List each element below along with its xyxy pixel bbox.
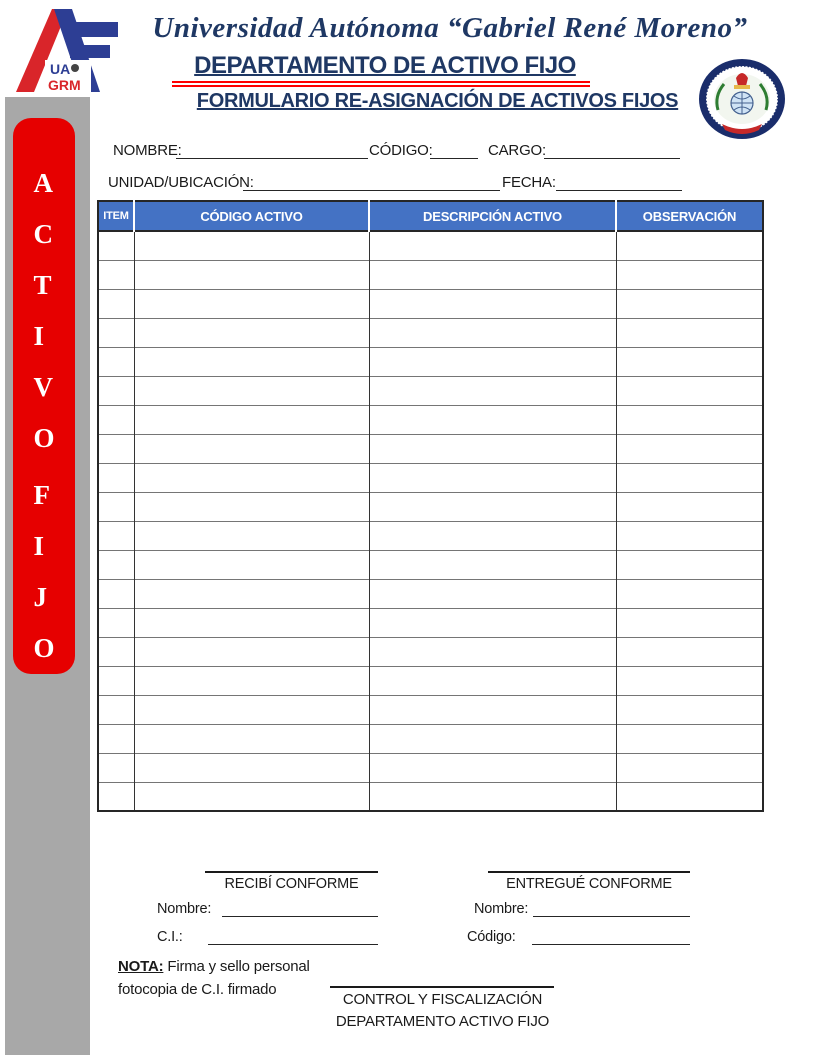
table-cell-item bbox=[98, 521, 134, 550]
table-cell-descripcion-activo bbox=[369, 637, 616, 666]
recibi-signature-line bbox=[205, 871, 378, 873]
nota-label: NOTA: bbox=[118, 958, 164, 975]
table-cell-item bbox=[98, 289, 134, 318]
table-cell-observacion bbox=[616, 724, 763, 753]
table-cell-observacion bbox=[616, 782, 763, 811]
logo-text-grm: GRM bbox=[48, 77, 81, 93]
banner-letter: I bbox=[33, 531, 44, 561]
banner-letter: O bbox=[33, 423, 55, 453]
table-row bbox=[98, 492, 763, 521]
table-cell-observacion bbox=[616, 521, 763, 550]
table-cell-codigo-activo bbox=[134, 666, 369, 695]
table-cell-item bbox=[98, 695, 134, 724]
table-row bbox=[98, 289, 763, 318]
table-cell-item bbox=[98, 637, 134, 666]
table-row bbox=[98, 724, 763, 753]
table-cell-descripcion-activo bbox=[369, 782, 616, 811]
table-row bbox=[98, 637, 763, 666]
recibi-ci-label: C.I.: bbox=[157, 929, 183, 945]
cargo-label: CARGO: bbox=[488, 142, 546, 159]
table-cell-descripcion-activo bbox=[369, 608, 616, 637]
table-cell-observacion bbox=[616, 405, 763, 434]
table-cell-item bbox=[98, 405, 134, 434]
table-cell-observacion bbox=[616, 637, 763, 666]
table-row bbox=[98, 347, 763, 376]
table-cell-item bbox=[98, 666, 134, 695]
nota-line2: fotocopia de C.I. firmado bbox=[118, 981, 277, 998]
table-row bbox=[98, 231, 763, 260]
entregue-signature-line bbox=[488, 871, 690, 873]
red-rule-top bbox=[172, 81, 590, 83]
table-cell-codigo-activo bbox=[134, 782, 369, 811]
table-cell-descripcion-activo bbox=[369, 347, 616, 376]
table-cell-item bbox=[98, 782, 134, 811]
table-cell-item bbox=[98, 231, 134, 260]
table-cell-observacion bbox=[616, 289, 763, 318]
table-cell-codigo-activo bbox=[134, 463, 369, 492]
table-cell-observacion bbox=[616, 608, 763, 637]
banner-letter: O bbox=[33, 633, 55, 663]
unidad-label: UNIDAD/UBICACIÓN: bbox=[108, 174, 254, 191]
table-row bbox=[98, 318, 763, 347]
table-row bbox=[98, 434, 763, 463]
table-cell-codigo-activo bbox=[134, 260, 369, 289]
column-header-codigo-activo: CÓDIGO ACTIVO bbox=[134, 201, 369, 231]
logo-text-ua: UA bbox=[50, 61, 71, 77]
table-cell-item bbox=[98, 753, 134, 782]
table-header-row bbox=[98, 201, 763, 231]
fecha-input-line bbox=[556, 190, 682, 191]
entregue-codigo-label: Código: bbox=[467, 929, 516, 945]
table-cell-observacion bbox=[616, 260, 763, 289]
banner-letter: I bbox=[33, 321, 44, 351]
table-cell-item bbox=[98, 318, 134, 347]
table-cell-item bbox=[98, 260, 134, 289]
table-cell-item bbox=[98, 347, 134, 376]
table-cell-observacion bbox=[616, 376, 763, 405]
table-row bbox=[98, 753, 763, 782]
table-row bbox=[98, 666, 763, 695]
table-cell-item bbox=[98, 608, 134, 637]
table-cell-codigo-activo bbox=[134, 637, 369, 666]
table-cell-observacion bbox=[616, 579, 763, 608]
table-cell-descripcion-activo bbox=[369, 724, 616, 753]
recibi-conforme-title: RECIBÍ CONFORME bbox=[224, 876, 359, 892]
codigo-label: CÓDIGO: bbox=[369, 142, 433, 159]
table-cell-codigo-activo bbox=[134, 521, 369, 550]
control-signature-line bbox=[330, 986, 554, 988]
table-row bbox=[98, 376, 763, 405]
table-cell-observacion bbox=[616, 434, 763, 463]
table-cell-observacion bbox=[616, 666, 763, 695]
column-header-item: ITEM bbox=[98, 201, 134, 231]
table-cell-codigo-activo bbox=[134, 695, 369, 724]
recibi-ci-line bbox=[208, 944, 378, 945]
table-cell-descripcion-activo bbox=[369, 492, 616, 521]
table-cell-descripcion-activo bbox=[369, 521, 616, 550]
table-cell-descripcion-activo bbox=[369, 318, 616, 347]
nombre-label: NOMBRE: bbox=[113, 142, 182, 159]
entregue-nombre-line bbox=[533, 916, 690, 917]
university-title: Universidad Autónoma “Gabriel René Moreno” bbox=[152, 12, 748, 44]
sidebar-strip bbox=[5, 97, 90, 1055]
table-row bbox=[98, 608, 763, 637]
banner-word-activo bbox=[33, 158, 54, 464]
recibi-nombre-line bbox=[222, 916, 378, 917]
banner-letter: C bbox=[33, 219, 53, 249]
table-cell-descripcion-activo bbox=[369, 753, 616, 782]
table-cell-descripcion-activo bbox=[369, 579, 616, 608]
table-cell-observacion bbox=[616, 492, 763, 521]
table-cell-codigo-activo bbox=[134, 492, 369, 521]
table-row bbox=[98, 463, 763, 492]
table-cell-item bbox=[98, 579, 134, 608]
table-cell-descripcion-activo bbox=[369, 666, 616, 695]
table-cell-observacion bbox=[616, 695, 763, 724]
control-title: CONTROL Y FISCALIZACIÓN bbox=[342, 991, 543, 1008]
table-cell-codigo-activo bbox=[134, 724, 369, 753]
activo-fijo-banner bbox=[13, 118, 75, 674]
codigo-input-line bbox=[430, 158, 478, 159]
table-cell-descripcion-activo bbox=[369, 260, 616, 289]
table-cell-descripcion-activo bbox=[369, 405, 616, 434]
table-cell-descripcion-activo bbox=[369, 376, 616, 405]
table-cell-codigo-activo bbox=[134, 318, 369, 347]
banner-letter: V bbox=[33, 372, 53, 402]
recibi-nombre-label: Nombre: bbox=[157, 901, 212, 917]
table-cell-codigo-activo bbox=[134, 434, 369, 463]
table-cell-descripcion-activo bbox=[369, 463, 616, 492]
table-row bbox=[98, 405, 763, 434]
column-header-observacion: OBSERVACIÓN bbox=[616, 201, 763, 231]
cargo-input-line bbox=[544, 158, 680, 159]
banner-word-fijo bbox=[33, 470, 54, 674]
department-title: DEPARTAMENTO DE ACTIVO FIJO bbox=[194, 52, 576, 79]
table-cell-codigo-activo bbox=[134, 550, 369, 579]
table-cell-codigo-activo bbox=[134, 289, 369, 318]
banner-letter: J bbox=[33, 582, 47, 612]
assets-table bbox=[97, 200, 764, 812]
banner-letter: F bbox=[33, 480, 50, 510]
fecha-label: FECHA: bbox=[502, 174, 556, 191]
table-cell-observacion bbox=[616, 318, 763, 347]
table-cell-codigo-activo bbox=[134, 405, 369, 434]
table-cell-item bbox=[98, 463, 134, 492]
red-rule-bottom bbox=[172, 85, 590, 87]
entregue-codigo-line bbox=[532, 944, 690, 945]
banner-letter: A bbox=[33, 168, 53, 198]
table-cell-descripcion-activo bbox=[369, 434, 616, 463]
entregue-nombre-label: Nombre: bbox=[474, 901, 529, 917]
entregue-conforme-title: ENTREGUÉ CONFORME bbox=[506, 876, 672, 892]
table-cell-observacion bbox=[616, 550, 763, 579]
uagrm-logo bbox=[12, 4, 122, 96]
table-cell-observacion bbox=[616, 463, 763, 492]
nota-line1: Firma y sello personal bbox=[163, 958, 310, 975]
unidad-input-line bbox=[243, 190, 500, 191]
table-cell-descripcion-activo bbox=[369, 231, 616, 260]
table-cell-item bbox=[98, 724, 134, 753]
table-cell-descripcion-activo bbox=[369, 289, 616, 318]
table-row bbox=[98, 695, 763, 724]
table-cell-codigo-activo bbox=[134, 376, 369, 405]
table-row bbox=[98, 782, 763, 811]
table-cell-observacion bbox=[616, 753, 763, 782]
table-cell-codigo-activo bbox=[134, 753, 369, 782]
form-title: FORMULARIO RE-ASIGNACIÓN DE ACTIVOS FIJOS bbox=[196, 90, 679, 112]
table-cell-item bbox=[98, 376, 134, 405]
table-cell-descripcion-activo bbox=[369, 550, 616, 579]
table-cell-codigo-activo bbox=[134, 579, 369, 608]
table-row bbox=[98, 550, 763, 579]
table-row bbox=[98, 579, 763, 608]
table-row bbox=[98, 521, 763, 550]
nombre-input-line bbox=[176, 158, 368, 159]
column-header-descripcion-activo: DESCRIPCIÓN ACTIVO bbox=[369, 201, 616, 231]
table-cell-item bbox=[98, 492, 134, 521]
university-seal-icon bbox=[698, 58, 786, 140]
table-cell-item bbox=[98, 434, 134, 463]
table-cell-observacion bbox=[616, 231, 763, 260]
table-cell-observacion bbox=[616, 347, 763, 376]
table-cell-codigo-activo bbox=[134, 347, 369, 376]
table-cell-descripcion-activo bbox=[369, 695, 616, 724]
control-subtitle: DEPARTAMENTO ACTIVO FIJO bbox=[335, 1013, 550, 1030]
table-cell-codigo-activo bbox=[134, 231, 369, 260]
table-row bbox=[98, 260, 763, 289]
banner-letter: T bbox=[33, 270, 52, 300]
table-cell-codigo-activo bbox=[134, 608, 369, 637]
table-cell-item bbox=[98, 550, 134, 579]
